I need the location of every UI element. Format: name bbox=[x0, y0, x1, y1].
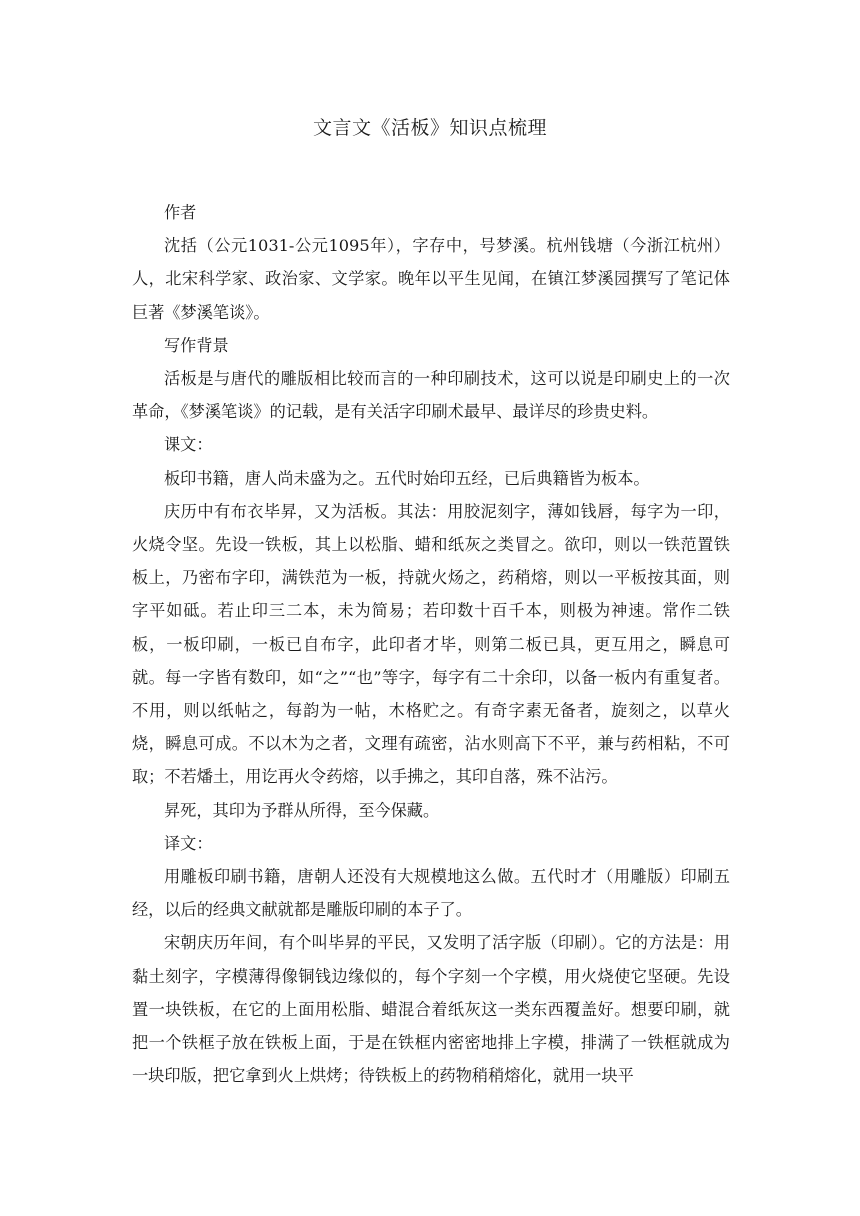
paragraph-translation-1: 用雕板印刷书籍，唐朝人还没有大规模地这么做。五代时才（用雕版）印刷五经，以后的经典文献就都是雕版印刷的本子了。 bbox=[132, 867, 730, 920]
document-body bbox=[132, 196, 730, 1092]
heading-author: 作者 bbox=[164, 203, 197, 222]
paragraph-original-2: 庆历中有布衣毕昇，又为活板。其法：用胶泥刻字，薄如钱唇，每字为一印，火烧令坚。先设一铁板，其上以松脂、蜡和纸灰之类冒之。欲印，则以一铁范置铁板上，乃密布字印，满铁范为一板，持就火炀之，药稍熔，则以一平板按其面，则字平如砥。若止印三二本，未为简易；若印数十百千本，则极为神速。常作二铁板，一板印刷，一板已自布字，此印者才毕，则第二板已具，更互用之，瞬息可就。每一字皆有数印，如“之”“也”等字，每字有二十余印，以备一板内有重复者。不用，则以纸帖之，每韵为一帖，木格贮之。有奇字素无备者，旋刻之，以草火烧，瞬息可成。不以木为之者，文理有疏密，沾水则高下不平，兼与药相粘，不可取；不若燔土，用讫再火令药熔，以手拂之，其印自落，殊不沾污。 bbox=[132, 501, 730, 787]
paragraph-translation-2: 宋朝庆历年间，有个叫毕昇的平民，又发明了活字版（印刷）。它的方法是：用黏土刻字，字模薄得像铜钱边缘似的，每个字刻一个字模，用火烧使它坚硬。先设置一块铁板，在它的上面用松脂、蜡混合着纸灰这一类东西覆盖好。想要印刷，就把一个铁框子放在铁板上面，于是在铁框内密密地排上字模，排满了一铁框就成为一块印版，把它拿到火上烘烤；待铁板上的药物稍稍熔化，就用一块平 bbox=[132, 933, 730, 1086]
document-title: 文言文《活板》知识点梳理 bbox=[312, 117, 547, 139]
paragraph-original-1: 板印书籍，唐人尚未盛为之。五代时始印五经，已后典籍皆为板本。 bbox=[164, 468, 650, 488]
heading-translation: 译文： bbox=[164, 833, 213, 853]
heading-original-text: 课文： bbox=[164, 435, 213, 455]
paragraph-background: 活板是与唐代的雕版相比较而言的一种印刷技术，这可以说是印刷史上的一次革命，《梦溪笔谈》的记载，是有关活字印刷术最早、最详尽的珍贵史料。 bbox=[132, 369, 730, 422]
paragraph-author-bio: 沈括（公元1031-公元1095年），字存中，号梦溪。杭州钱塘（今浙江杭州）人，北宋科学家、政治家、文学家。晚年以平生见闻，在镇江梦溪园撰写了笔记体巨著《梦溪笔谈》。 bbox=[132, 236, 730, 322]
paragraph-original-3: 昇死，其印为予群从所得，至今保藏。 bbox=[164, 800, 440, 820]
heading-background: 写作背景 bbox=[164, 335, 229, 355]
